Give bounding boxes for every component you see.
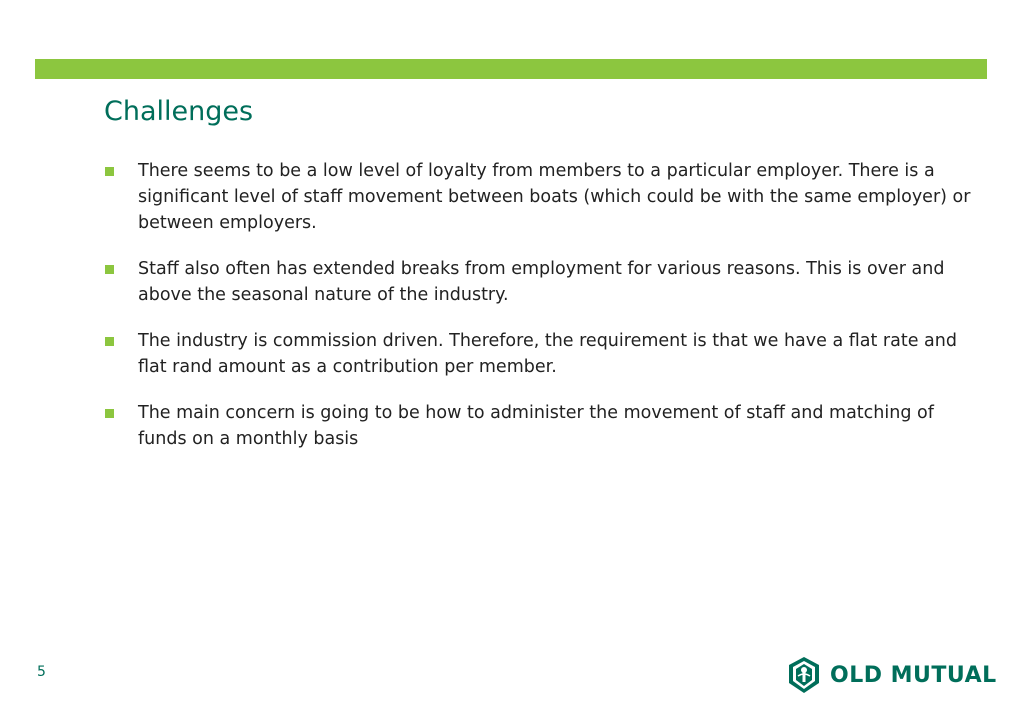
page-number: 5	[37, 664, 46, 680]
slide-title: Challenges	[104, 96, 254, 127]
bullet-item	[104, 158, 984, 236]
logo-text: OLD MUTUAL	[830, 662, 997, 688]
bullet-text: Staff also often has extended breaks from employment for various reasons. This is over and above the seasonal nature of the industry.	[138, 259, 945, 305]
old-mutual-logo	[786, 655, 997, 695]
square-bullet-icon	[105, 167, 114, 176]
square-bullet-icon	[105, 409, 114, 418]
bullet-item	[104, 328, 984, 380]
bullet-list	[104, 158, 984, 472]
bullet-text: There seems to be a low level of loyalty from members to a particular employer. There is a significant level of staff movement between boats (which could be with the same employer) or between employers.	[138, 161, 971, 233]
bullet-item	[104, 256, 984, 308]
old-mutual-emblem-icon	[786, 656, 822, 694]
bullet-item	[104, 400, 984, 452]
square-bullet-icon	[105, 337, 114, 346]
bullet-text: The main concern is going to be how to administer the movement of staff and matching of funds on a monthly basis	[138, 403, 934, 449]
square-bullet-icon	[105, 265, 114, 274]
bullet-text: The industry is commission driven. Therefore, the requirement is that we have a flat rate and flat rand amount as a contribution per member.	[138, 331, 957, 377]
header-accent-bar	[35, 59, 987, 79]
